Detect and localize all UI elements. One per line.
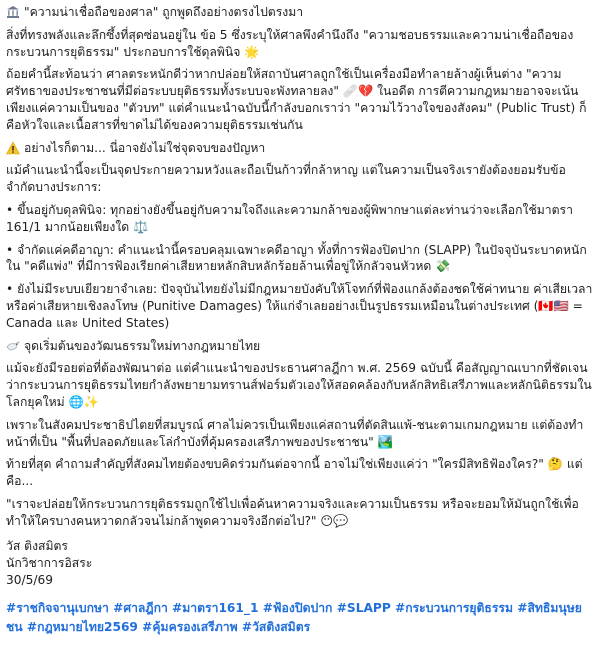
post-title: "ความน่าเชื่อถือของศาล" ถูกพูดถึงอย่างตรงไปตรงมา: [24, 5, 304, 19]
hashtag-link[interactable]: #ราชกิจจานุเบกษา: [6, 600, 109, 615]
signature: [6, 538, 594, 589]
paragraph-2: ถ้อยคำนี้สะท้อนว่า ศาลตระหนักดีว่าหากปล่อยให้สถาบันศาลถูกใช้เป็นเครื่องมือทำลายล้างผู้เห็นต่าง "ความศรัทธาของประชาชนที่มีต่อระบบยุติธรรมทั้งระบบจะพังทลายลง" 🩹💔 ในอดีต การตีความกฎหมายอาจจะเน้นเพียงแค่ความเป็นของ "ตัวบท" แต่คำแนะนำฉบับนี้กำลังบอกเราว่า "ความไว้วางใจของสังคม" (Public Trust) ก็คือหัวใจและเนื้อสารที่ขาดไม่ได้ของความยุติธรรมเช่นกัน: [6, 67, 587, 132]
paragraph-3: แม้คำแนะนำนี้จะเป็นจุดประกายความหวังและถือเป็นก้าวที่กล้าหาญ แต่ในความเป็นจริงเรายังต้องยอมรับข้อจำกัดบางประการ:: [6, 163, 566, 195]
hashtag-link[interactable]: #ฟ้องปิดปาก: [262, 600, 333, 615]
dove-icon: [6, 339, 20, 353]
paragraph-4: แม้จะยังมีรอยต่อที่ต้องพัฒนาต่อ แต่คำแนะนำของประธานศาลฎีกา พ.ศ. 2569 ฉบับนี้ คือสัญญาณเบากที่ชัดเจนว่ากระบวนการยุติธรรมไทยกำลังพยายามทรานส์ฟอร์มตัวเองให้สอดคล้องกับหลักสิทธิเสรีภาพและหลักนิติธรรมในโลกยุคใหม่ 🌐✨: [6, 361, 592, 409]
paragraph-1: สิ่งที่ทรงพลังและลึกซึ้งที่สุดซ่อนอยู่ใน ข้อ 5 ซึ่งระบุให้ศาลพึงคำนึงถึง "ความชอบธรรมและความน่าเชื่อถือของกระบวนการยุติธรรม" ประกอบการใช้ดุลพินิจ 🌟: [6, 27, 574, 59]
hashtag-link[interactable]: #กระบวนการยุติธรรม: [395, 600, 513, 615]
bullet-criminal-only: • จำกัดแค่คดีอาญา: คำแนะนำนี้ครอบคลุมเฉพาะคดีอาญา ทั้งที่การฟ้องปิดปาก (SLAPP) ในปัจจุบันระบาดหนักใน "คดีแพ่ง" ที่มีการฟ้องเรียกค่าเสียหายหลักสิบหลักร้อยล้านเพื่อขู่ให้กลัวจนหัวหด 💸: [6, 242, 587, 274]
warning-heading: อย่างไรก็ตาม... นี่อาจยังไม่ใช่จุดจบของปัญหา: [24, 140, 266, 155]
hashtag-list: [6, 599, 594, 637]
signature-name: วัส ติงสมิตร: [6, 538, 68, 553]
hashtag-link[interactable]: #กฎหมายไทย2569: [26, 619, 138, 634]
bullet-no-remedy: • ยังไม่มีระบบเยียวยาจำเลย: ปัจจุบันไทยยังไม่มีกฎหมายบังคับให้โจทก์ที่ฟ้องแกล้งต้องชดใช้ค่าทนาย ค่าเสียเวลา หรือค่าเสียหายเชิงลงโทษ (Punitive Damages) ให้แก่จำเลยอย่างเป็นรูปธรรมเหมือนในต่างประเทศ (🇨🇦🇺🇸 = Canada และ United States): [6, 282, 593, 330]
paragraph-6: ท้ายที่สุด คำถามสำคัญที่สังคมไทยต้องขบคิดร่วมกันต่อจากนี้ อาจไม่ใช่เพียงแค่ว่า "ใครมีสิทธิฟ้องใคร?" 🤔 แต่คือ...: [6, 457, 583, 489]
hashtag-link[interactable]: #สิทธิมนุษยชน: [6, 600, 582, 634]
courthouse-icon: [6, 5, 20, 19]
dove-heading-row: [6, 338, 594, 355]
signature-date: 30/5/69: [6, 572, 53, 587]
dove-heading: จุดเริ่มต้นของวัฒนธรรมใหม่ทางกฎหมายไทย: [24, 338, 261, 353]
hashtag-link[interactable]: #SLAPP: [336, 600, 391, 615]
warning-icon: [6, 141, 20, 155]
paragraph-7: "เราจะปล่อยให้กระบวนการยุติธรรมถูกใช้ไปเพื่อค้นหาความจริงและความเป็นธรรม หรือจะยอมให้มันถูกใช้เพื่อทำให้ใครบางคนหวาดกลัวจนไม่กล้าพูดความจริงอีกต่อไป?" 😶💬: [6, 496, 579, 528]
hashtag-link[interactable]: #มาตรา161_1: [172, 600, 259, 615]
hashtag-link[interactable]: #วัสติงสมิตร: [241, 619, 311, 634]
post-title-row: [6, 4, 594, 21]
warning-heading-row: [6, 140, 594, 157]
hashtag-link[interactable]: #ศาลฎีกา: [113, 600, 168, 615]
hashtag-link[interactable]: #คุ้มครองเสรีภาพ: [142, 619, 238, 634]
signature-role: นักวิชาการอิสระ: [6, 555, 93, 570]
paragraph-5: เพราะในสังคมประชาธิปไตยที่สมบูรณ์ ศาลไม่ควรเป็นเพียงแค่สถานที่ตัดสินแพ้-ชนะตามเกมกฎหมาย แต่ต้องทำหน้าที่เป็น "พื้นที่ปลอดภัยและโล่กำบังที่คุ้มครองเสรีภาพของประชาชน" 🏞️: [6, 417, 584, 449]
bullet-discretion: • ขึ้นอยู่กับดุลพินิจ: ทุกอย่างยังขึ้นอยู่กับความใจถึงและความกล้าของผู้พิพากษาแต่ละท่านว่าจะเลือกใช้มาตรา 161/1 มากน้อยเพียงใด ⚖️: [6, 202, 573, 234]
